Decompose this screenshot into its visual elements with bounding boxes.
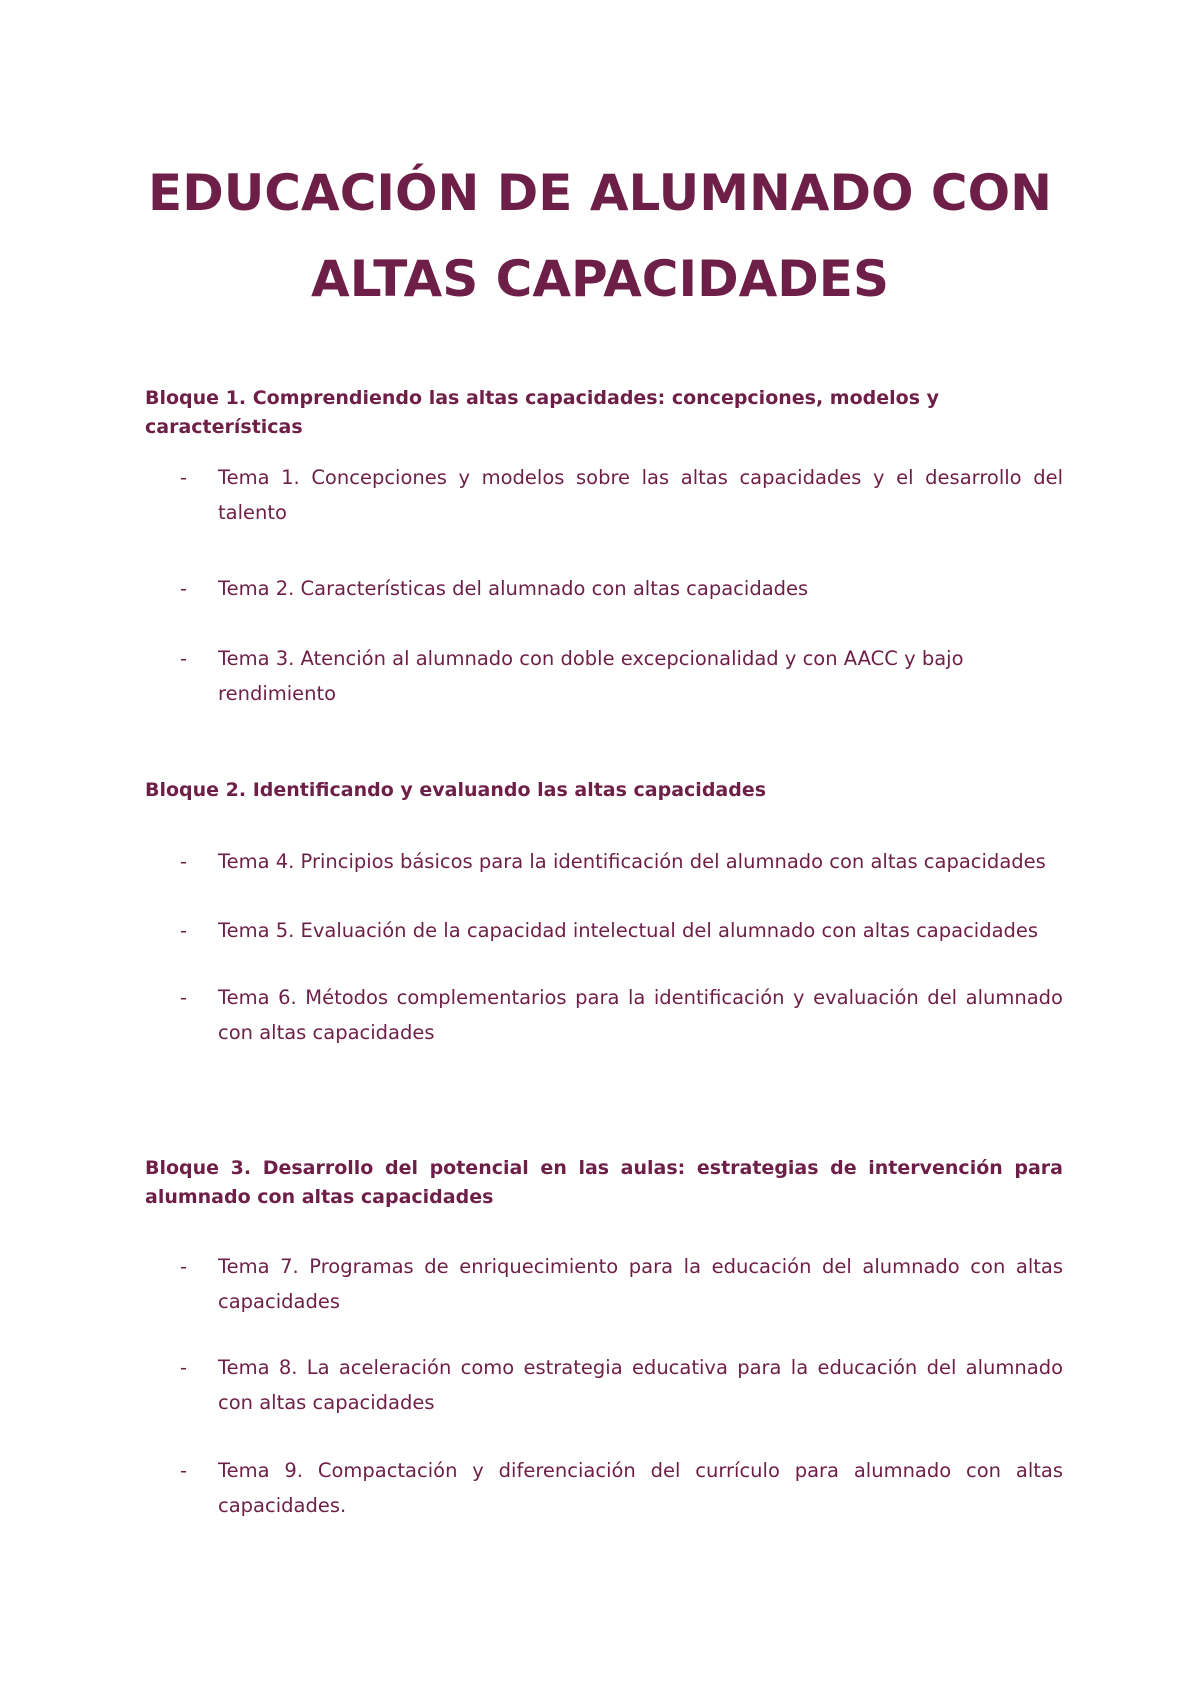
topic-text: Tema 7. Programas de enriquecimiento para la educación del alumnado con altas capacidades	[218, 1255, 1063, 1313]
topic-item-8	[180, 1350, 1063, 1420]
topic-text: Tema 1. Concepciones y modelos sobre las altas capacidades y el desarrollo del talento	[218, 466, 1063, 524]
list-bullet: -	[180, 850, 188, 873]
topic-item-4	[180, 844, 1063, 879]
list-bullet: -	[180, 1255, 188, 1278]
topic-item-3	[180, 641, 980, 711]
list-bullet: -	[180, 647, 188, 670]
document-title: EDUCACIÓN DE ALUMNADO CON ALTAS CAPACIDADES	[148, 164, 1052, 308]
list-bullet: -	[180, 466, 188, 489]
topic-text: Tema 8. La aceleración como estrategia educativa para la educación del alumnado con altas capacidades	[218, 1356, 1063, 1414]
topic-text: Tema 6. Métodos complementarios para la identificación y evaluación del alumnado con altas capacidades	[218, 986, 1063, 1044]
topic-item-1	[180, 460, 1063, 530]
list-bullet: -	[180, 577, 188, 600]
topic-item-9	[180, 1453, 1063, 1523]
list-bullet: -	[180, 919, 188, 942]
topic-text: Tema 2. Características del alumnado con altas capacidades	[218, 577, 809, 600]
topic-text: Tema 9. Compactación y diferenciación del currículo para alumnado con altas capacidades.	[218, 1459, 1063, 1517]
topic-text: Tema 4. Principios básicos para la identificación del alumnado con altas capacidades	[218, 850, 1046, 873]
topic-item-5	[180, 913, 1063, 948]
block-2-heading: Bloque 2. Identificando y evaluando las altas capacidades	[145, 779, 767, 801]
topic-text: Tema 3. Atención al alumnado con doble excepcionalidad y con AACC y bajo rendimiento	[218, 647, 964, 705]
topic-text: Tema 5. Evaluación de la capacidad intelectual del alumnado con altas capacidades	[218, 919, 1039, 942]
topic-item-7	[180, 1249, 1063, 1319]
block-3-heading: Bloque 3. Desarrollo del potencial en las aulas: estrategias de intervención para alumnado con altas capacidades	[145, 1157, 1063, 1208]
block-1-heading: Bloque 1. Comprendiendo las altas capacidades: concepciones, modelos y características	[145, 387, 940, 438]
topic-item-2	[180, 571, 1063, 606]
list-bullet: -	[180, 1459, 188, 1482]
topic-item-6	[180, 980, 1063, 1050]
list-bullet: -	[180, 1356, 188, 1379]
list-bullet: -	[180, 986, 188, 1009]
